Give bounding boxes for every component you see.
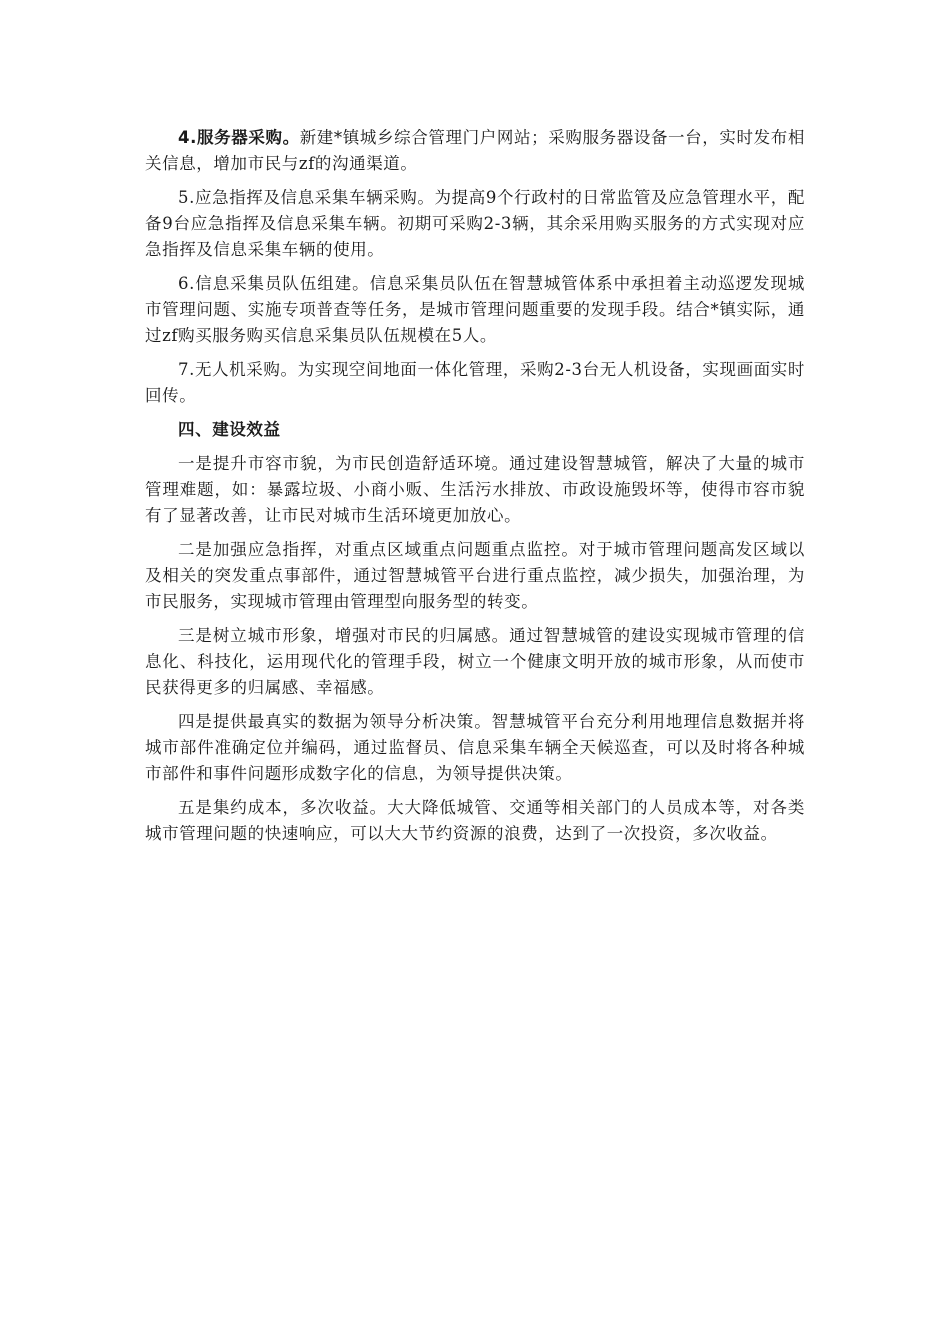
benefit-paragraph-5: 五是集约成本，多次收益。大大降低城管、交通等相关部门的人员成本等，对各类城市管理问题的快速响应，可以大大节约资源的浪费，达到了一次投资，多次收益。	[145, 798, 805, 843]
paragraph-item-4	[145, 125, 805, 177]
paragraph-text: 7.无人机采购。为实现空间地面一体化管理，采购2-3台无人机设备，实现画面实时回传。	[145, 360, 805, 405]
benefit-paragraph-3: 三是树立城市形象，增强对市民的归属感。通过智慧城管的建设实现城市管理的信息化、科技化，运用现代化的管理手段，树立一个健康文明开放的城市形象，从而使市民获得更多的归属感、幸福感。	[145, 626, 805, 697]
paragraph-text: 新建*镇城乡综合管理门户网站；采购服务器设备一台，实时发布相关信息，增加市民与zf的沟通渠道。	[145, 128, 805, 173]
benefit-paragraph-2: 二是加强应急指挥，对重点区域重点问题重点监控。对于城市管理问题高发区域以及相关的突发重点事部件，通过智慧城管平台进行重点监控，减少损失，加强治理，为市民服务，实现城市管理由管理型向服务型的转变。	[145, 540, 805, 611]
paragraph-text: 5.应急指挥及信息采集车辆采购。为提高9个行政村的日常监管及应急管理水平，配备9台应急指挥及信息采集车辆。初期可采购2-3辆，其余采用购买服务的方式实现对应急指挥及信息采集车辆的使用。	[145, 188, 805, 259]
paragraph-item-5	[145, 185, 805, 263]
paragraph-item-6	[145, 271, 805, 349]
paragraph-text: 6.信息采集员队伍组建。信息采集员队伍在智慧城管体系中承担着主动巡逻发现城市管理问题、实施专项普查等任务，是城市管理问题重要的发现手段。结合*镇实际，通过zf购买服务购买信息采集员队伍规模在5人。	[145, 274, 805, 345]
document-page	[145, 125, 805, 855]
benefit-paragraph-1: 一是提升市容市貌，为市民创造舒适环境。通过建设智慧城管，解决了大量的城市管理难题，如：暴露垃圾、小商小贩、生活污水排放、市政设施毁坏等，使得市容市貌有了显著改善，让市民对城市生活环境更加放心。	[145, 454, 805, 525]
benefit-paragraph-4: 四是提供最真实的数据为领导分析决策。智慧城管平台充分利用地理信息数据并将城市部件准确定位并编码，通过监督员、信息采集车辆全天候巡查，可以及时将各种城市部件和事件问题形成数字化的信息，为领导提供决策。	[145, 712, 805, 783]
section-heading: 四、建设效益	[178, 420, 281, 439]
paragraph-lead: 4.服务器采购。	[178, 128, 300, 147]
paragraph-item-7	[145, 357, 805, 409]
